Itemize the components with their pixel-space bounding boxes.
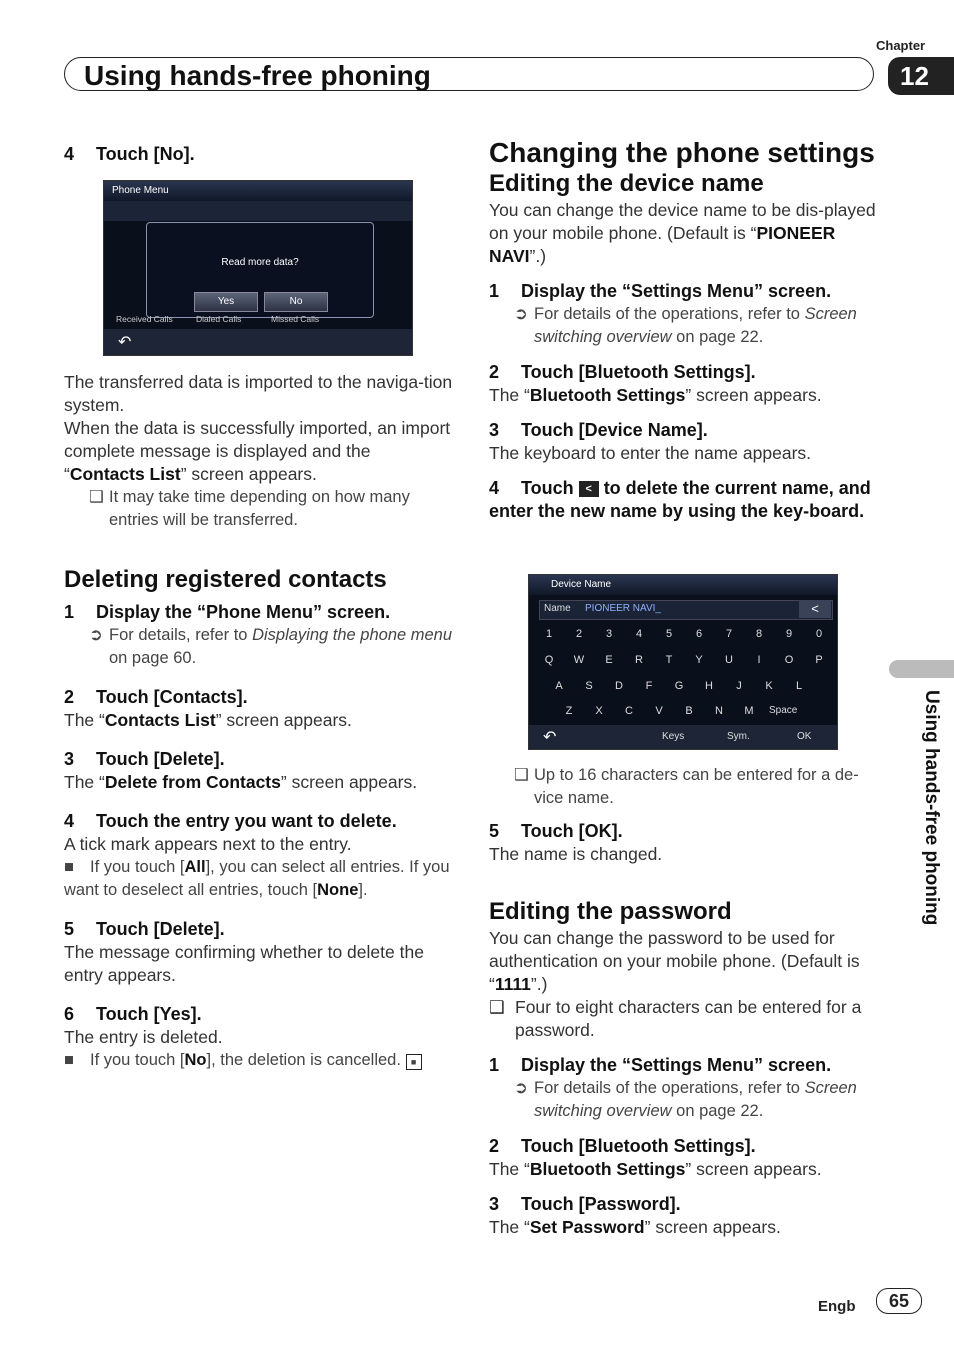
text-s5: The name is changed. [489,844,663,864]
step-s2: 2 Touch [Bluetooth Settings]. [489,362,756,382]
key-d[interactable]: D [615,680,623,692]
ok-button[interactable]: OK [797,731,812,742]
text-s3: The keyboard to enter the name appears. [489,443,812,463]
key-c[interactable]: C [625,705,633,717]
key-p[interactable]: P [815,654,823,666]
keyboard-screen-title: Device Name [551,579,612,590]
step-d2: 2 Touch [Contacts]. [64,687,248,707]
key-f[interactable]: F [645,680,653,692]
name-label: Name [544,603,571,614]
step-d4: 4 Touch the entry you want to delete. [64,811,397,831]
yes-button[interactable]: Yes [194,292,258,312]
screen-title: Phone Menu [112,185,169,196]
text-d6: The entry is deleted. [64,1027,223,1047]
key-z[interactable]: Z [565,705,573,717]
key-a[interactable]: A [555,680,563,692]
text-d2: The “Contacts List” screen appears. [64,710,352,730]
text-d4: A tick mark appears next to the entry. [64,834,352,854]
key-k[interactable]: K [765,680,773,692]
step-d6: 6 Touch [Yes]. [64,1004,202,1024]
key-g[interactable]: G [674,680,684,692]
side-label: Using hands-free phoning [921,690,942,926]
text-p2: The “Bluetooth Settings” screen appears. [489,1159,822,1179]
step-p3: 3 Touch [Password]. [489,1194,681,1214]
page-title: Using hands-free phoning [84,60,431,91]
back-icon[interactable]: ↶ [543,729,557,746]
key-0[interactable]: 0 [815,628,823,640]
key-7[interactable]: 7 [725,628,733,640]
end-mark-icon: ■ [406,1054,422,1070]
keys-button[interactable]: Keys [662,731,685,742]
text-d5: The message confirming whether to delete the entry appears. [64,942,424,985]
key-9[interactable]: 9 [785,628,793,640]
step-p2: 2 Touch [Bluetooth Settings]. [489,1136,756,1156]
note-time: ❑ It may take time depending on how many entries will be transferred. [89,488,410,529]
step-s1: 1 Display the “Settings Menu” screen. [489,281,832,301]
key-l[interactable]: L [795,680,803,692]
heading-editing-password: Editing the password [489,898,732,925]
key-4[interactable]: 4 [635,628,643,640]
dialog-text: Read more data? [221,257,299,268]
heading-device-name: Editing the device name [489,170,764,197]
step-p1: 1 Display the “Settings Menu” screen. [489,1055,832,1075]
key-o[interactable]: O [784,654,794,666]
step-s5: 5 Touch [OK]. [489,821,623,841]
heading-changing-settings: Changing the phone settings [489,137,875,168]
chapter-number: 12 [888,57,954,95]
back-icon[interactable]: ↶ [118,334,132,351]
key-b[interactable]: B [685,705,693,717]
language-code: Engb [818,1298,856,1315]
key-6[interactable]: 6 [695,628,703,640]
note-d1: ➲ For details, refer to Displaying the phone menu on page 60. [89,626,453,667]
note-password-length: ❑ Four to eight characters can be entered for a password. [489,997,862,1040]
tab-missed-calls[interactable]: Missed Calls [271,314,320,324]
right-body [489,764,877,1239]
space-key[interactable]: Space [769,705,798,716]
no-button[interactable]: No [264,292,328,312]
key-5[interactable]: 5 [665,628,673,640]
key-r[interactable]: R [635,654,643,666]
heading-deleting-contacts: Deleting registered contacts [64,566,387,593]
step-d3: 3 Touch [Delete]. [64,749,225,769]
text-d3: The “Delete from Contacts” screen appears. [64,772,418,792]
key-j[interactable]: J [736,680,742,692]
page-number: 65 [876,1288,922,1314]
left-body [64,371,454,1072]
para-import-complete: When the data is successfully imported, an import complete message is displayed and the “Contacts List” screen appears. [64,418,451,484]
password-intro: You can change the password to be used for authentication on your mobile phone. (Default is “1111”.) [489,928,860,994]
key-w[interactable]: W [573,654,585,666]
note-16-chars: ❑ Up to 16 characters can be entered for a de-vice name. [514,766,859,807]
key-v[interactable]: V [655,705,663,717]
note-d6: ■ If you touch [No], the deletion is cancelled. ■ [64,1049,454,1072]
key-1[interactable]: 1 [545,628,553,640]
device-intro: You can change the device name to be dis-played on your mobile phone. (Default is “PIONEER NAVI”.) [489,200,876,266]
phone-menu-screenshot [103,180,413,356]
key-t[interactable]: T [665,654,673,666]
key-x[interactable]: X [595,705,603,717]
key-8[interactable]: 8 [755,628,763,640]
key-n[interactable]: N [715,705,723,717]
note-d4: ■ If you touch [All], you can select all entries. If you want to deselect all entries, touch [None]. [64,858,450,899]
backspace-key[interactable]: < [799,600,831,618]
para-transferred: The transferred data is imported to the naviga-tion system. [64,372,453,415]
note-p1: ➲ For details of the operations, refer to Screen switching overview on page 22. [514,1079,857,1120]
key-q[interactable]: Q [544,654,554,666]
key-i[interactable]: I [757,654,761,666]
text-s2: The “Bluetooth Settings” screen appears. [489,385,822,405]
sym-button[interactable]: Sym. [727,731,750,742]
chapter-label: Chapter [876,38,926,53]
text-p3: The “Set Password” screen appears. [489,1217,781,1237]
side-tab [889,660,954,678]
key-y[interactable]: Y [695,654,703,666]
key-2[interactable]: 2 [575,628,583,640]
step-d1: 1 Display the “Phone Menu” screen. [64,602,391,622]
key-s[interactable]: S [585,680,593,692]
note-s1: ➲ For details of the operations, refer to Screen switching overview on page 22. [514,305,857,346]
left-column [64,143,454,166]
step-s3: 3 Touch [Device Name]. [489,420,708,440]
step-4-no: 4 Touch [No]. [64,144,195,164]
key-u[interactable]: U [725,654,733,666]
step-s4: 4 Touch < to delete the current name, and enter the new name by using the key-board. [489,478,871,521]
right-column [489,137,877,523]
confirm-dialog [146,222,374,318]
step-d5: 5 Touch [Delete]. [64,919,225,939]
name-value[interactable]: PIONEER NAVI_ [585,603,661,614]
backspace-icon: < [579,481,599,497]
key-h[interactable]: H [705,680,713,692]
tab-received-calls[interactable]: Received Calls [116,314,173,324]
key-m[interactable]: M [744,705,754,717]
key-e[interactable]: E [605,654,613,666]
tab-dialed-calls[interactable]: Dialed Calls [196,314,242,324]
key-3[interactable]: 3 [605,628,613,640]
device-name-screenshot [528,574,838,750]
